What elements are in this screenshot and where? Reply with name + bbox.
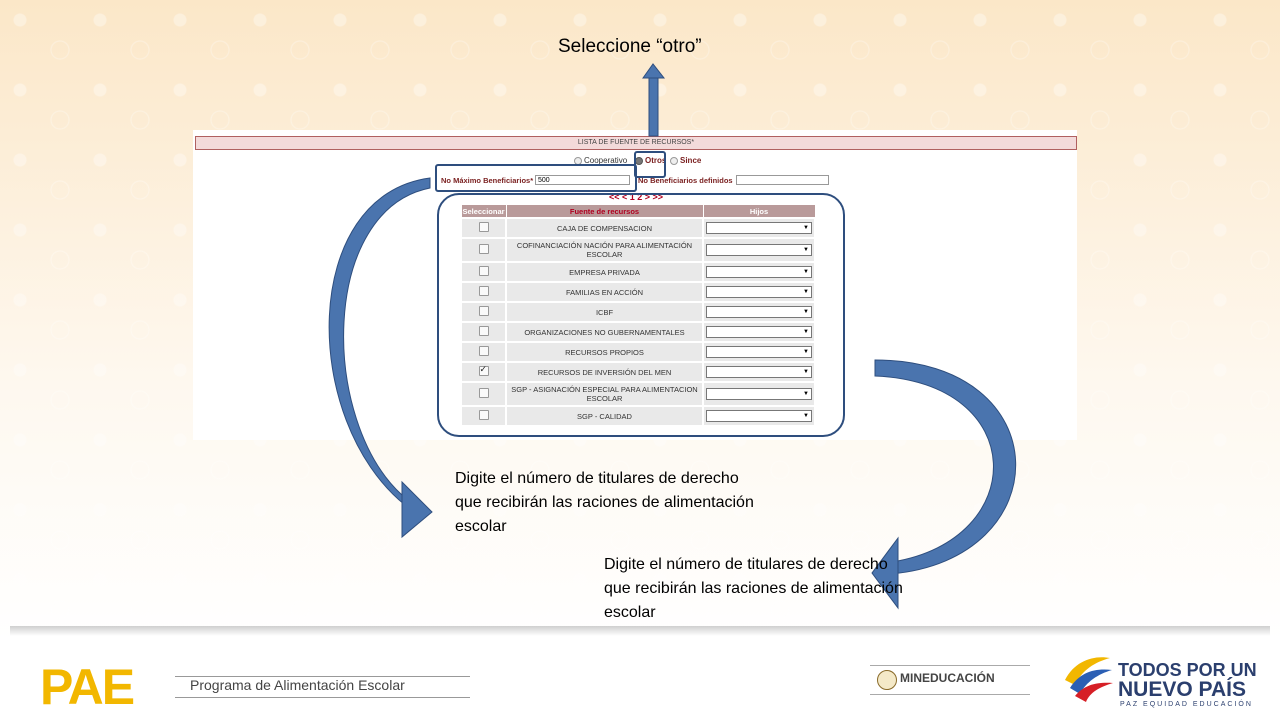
pae-logo: PAE xyxy=(40,659,134,715)
radio-label: Since xyxy=(680,156,702,165)
header-fuente: Fuente de recursos xyxy=(506,205,703,219)
callout-select-otro: Seleccione “otro” xyxy=(558,36,702,57)
fuente-cell: RECURSOS PROPIOS xyxy=(506,342,703,362)
radio-label: Cooperativo xyxy=(584,156,628,165)
radio-label: Otros xyxy=(645,156,667,165)
pagination[interactable]: << < 1 2 > >> xyxy=(609,192,664,202)
fuente-cell: SGP - CALIDAD xyxy=(506,406,703,426)
list-header: LISTA DE FUENTE DE RECURSOS* xyxy=(195,136,1077,150)
fuente-cell: FAMILIAS EN ACCIÓN xyxy=(506,282,703,302)
mineducacion-logo: MINEDUCACIÓN xyxy=(900,671,995,685)
fuente-cell: SGP - ASIGNACIÓN ESPECIAL PARA ALIMENTACION ESCOLAR xyxy=(506,382,703,406)
header-hijos: Hijos xyxy=(703,205,815,219)
up-arrow-icon xyxy=(643,64,664,136)
fuente-cell: COFINANCIACIÓN NACIÓN PARA ALIMENTACIÓN ESCOLAR xyxy=(506,238,703,262)
beneficiarios-definidos-label: No Beneficiarios definidos xyxy=(638,176,733,185)
todos-line3: PAZ EQUIDAD EDUCACIÓN xyxy=(1120,701,1253,708)
fuente-cell: CAJA DE COMPENSACION xyxy=(506,218,703,238)
curved-arrow-left-icon xyxy=(329,178,432,537)
fuente-cell: ICBF xyxy=(506,302,703,322)
fuente-cell: EMPRESA PRIVADA xyxy=(506,262,703,282)
seal-icon xyxy=(877,670,897,690)
header-seleccionar: Seleccionar xyxy=(461,205,506,219)
todos-line1: TODOS POR UN xyxy=(1118,660,1257,680)
max-beneficiarios-input[interactable]: 500 xyxy=(535,175,630,185)
callout-digite-middle: Digite el número de titulares de derecho que recibirán las raciones de alimentación escolar xyxy=(455,470,754,535)
pae-subtitle: Programa de Alimentación Escolar xyxy=(190,677,405,693)
flag-swoosh-icon xyxy=(1060,650,1115,705)
fuente-cell: RECURSOS DE INVERSIÓN DEL MEN xyxy=(506,362,703,382)
fuente-cell: ORGANIZACIONES NO GUBERNAMENTALES xyxy=(506,322,703,342)
todos-line2: NUEVO PAÍS xyxy=(1118,678,1246,701)
max-beneficiarios-label: No Máximo Beneficiarios* xyxy=(441,176,534,185)
callout-digite-bottom: Digite el número de titulares de derecho que recibirán las raciones de alimentación escolar xyxy=(604,556,903,621)
